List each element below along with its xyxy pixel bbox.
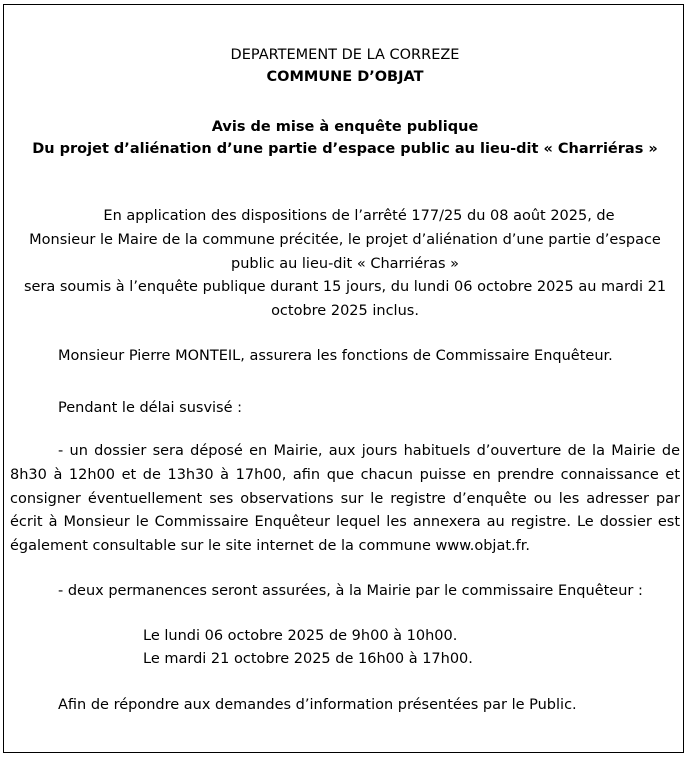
department-heading: DEPARTEMENT DE LA CORREZE [230, 47, 460, 63]
intro-line-2: Monsieur le Maire de la commune précitée, le projet d’aliénation d’une partie d’espace public au lieu-dit « Charriéras » [29, 231, 661, 272]
dossier-paragraph: - un dossier sera déposé en Mairie, aux jours habituels d’ouverture de la Mairie de 8h30 à 12h00 et de 13h30 à 17h00, afin que chacun puisse en prendre connaissance et consigner éventuellement ses observations sur le registre d’enquête ou les adresser par écrit à Monsieur le Commissaire Enquêteur lequel les annexera au registre. Le dossier est également consultable sur le site internet de la commune www.objat.fr. [10, 443, 680, 555]
intro-line-3: sera soumis à l’enquête publique durant 15 jours, du lundi 06 octobre 2025 au mardi 21 octobre 2025 inclus. [23, 279, 667, 320]
commune-heading: COMMUNE D’OBJAT [266, 69, 424, 85]
period-paragraph: Pendant le délai susvisé : [58, 400, 243, 416]
permanences-intro: - deux permanences seront assurées, à la Mairie par le commissaire Enquêteur : [58, 583, 643, 599]
notice-subtitle: Du projet d’aliénation d’une partie d’espace public au lieu-dit « Charriéras » [32, 141, 658, 157]
intro-line-1: En application des dispositions de l’arrêté 177/25 du 08 août 2025, de [103, 208, 615, 224]
permanence-item-1: Le lundi 06 octobre 2025 de 9h00 à 10h00. [143, 628, 458, 644]
permanence-item-2: Le mardi 21 octobre 2025 de 16h00 à 17h00. [143, 651, 473, 667]
intro-paragraph [8, 205, 682, 324]
commissioner-paragraph: Monsieur Pierre MONTEIL, assurera les fonctions de Commissaire Enquêteur. [58, 348, 613, 364]
notice-title: Avis de mise à enquête publique [211, 119, 479, 135]
closing-paragraph: Afin de répondre aux demandes d’information présentées par le Public. [58, 697, 577, 713]
